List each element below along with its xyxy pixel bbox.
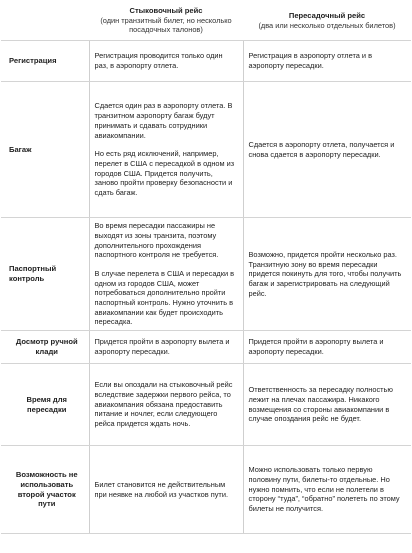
table-header-row: [1, 1, 411, 41]
row-label: Досмотр ручной клади: [1, 331, 89, 364]
cell-text: Если вы опоздали на стыковочный рейс вследствие задержки первого рейса, то авиакомпания обязана предоставить питание и ночлег, если следующего рейса придется ждать ночь.: [94, 380, 233, 429]
row-label: Регистрация: [1, 41, 89, 82]
connecting-cell: [89, 82, 243, 218]
table-row: [1, 41, 411, 82]
transfer-cell: [243, 218, 411, 331]
cell-text: Придется пройти в аэропорту вылета и аэропорту пересадки.: [94, 337, 230, 357]
transfer-cell: [243, 82, 411, 218]
cell-text: Но есть ряд исключений, например, перелет в США с пересадкой в одном из городов США. Придется получить, заново пройти проверку безопасности и сдать багаж.: [94, 149, 235, 198]
cell-text: Регистрация проводится только один раз, в аэропорту отлета.: [94, 51, 223, 71]
header-empty-cell: [1, 1, 89, 41]
header-transfer-title: Пересадочный рейс: [288, 10, 366, 20]
row-label: Паспортный контроль: [1, 218, 89, 331]
table-row: [1, 364, 411, 446]
row-label: Возможность не использовать второй участок пути: [1, 446, 89, 534]
connecting-cell: [89, 331, 243, 364]
table-row: [1, 218, 411, 331]
row-label: Багаж: [1, 82, 89, 218]
cell-text: Билет становится не действительным при неявке на любой из участков пути.: [94, 479, 228, 499]
transfer-cell: [243, 41, 411, 82]
header-transfer: [243, 1, 411, 41]
table-row: [1, 82, 411, 218]
cell-text: Придется пройти в аэропорту вылета и аэропорту пересадки.: [248, 337, 384, 357]
cell-text: Регистрация в аэропорту отлета и в аэропорту пересадки.: [248, 51, 373, 71]
row-label: Время для пересадки: [1, 364, 89, 446]
transfer-cell: [243, 446, 411, 534]
cell-text: В случае перелета в США и пересадки в одном из городов США, может потребоваться дополнительно пройти паспортный контроль. Нужно уточнить в авиакомпании как будет происходить пересадка.: [94, 268, 235, 327]
transfer-cell: [243, 331, 411, 364]
connecting-cell: [89, 218, 243, 331]
comparison-table: [1, 1, 411, 534]
cell-text: Можно использовать только первую половину пути, билеты-то отдельные. Но нужно помнить, что если не полетели в сторону “туда”, “обратно” полететь по этому билеты не получится.: [248, 465, 400, 514]
header-connecting: [89, 1, 243, 41]
cell-text: Во время пересадки пассажиры не выходят из зоны транзита, поэтому дополнительного прохождения паспортного контроля не требуется.: [94, 221, 219, 260]
transfer-cell: [243, 364, 411, 446]
header-connecting-title: Стыковочный рейс: [129, 6, 203, 15]
cell-text: Возможно, придется пройти несколько раз. Транзитную зону во время пересадки придется покинуть для того, чтобы получить багаж и зарегистрировать на следующий рейс.: [248, 249, 402, 298]
cell-text: Сдается один раз в аэропорту отлета. В транзитном аэропорту багаж будут принимать и сдавать сотрудники авиакомпании.: [94, 101, 233, 140]
header-transfer-subtitle: (два или несколько отдельных билетов): [258, 20, 396, 30]
table-row: [1, 331, 411, 364]
connecting-cell: [89, 41, 243, 82]
header-connecting-subtitle: (один транзитный билет, но несколько посадочных талонов): [100, 15, 232, 35]
table-row: [1, 446, 411, 534]
cell-text: Ответственность за пересадку полностью лежит на плечах пассажира. Никакого возмещения со стороны авиакомпании в случае опоздания рейс не будет.: [248, 385, 393, 424]
connecting-cell: [89, 364, 243, 446]
cell-text: Сдается в аэропорту отлета, получается и снова сдается в аэропорту пересадки.: [248, 139, 395, 159]
connecting-cell: [89, 446, 243, 534]
